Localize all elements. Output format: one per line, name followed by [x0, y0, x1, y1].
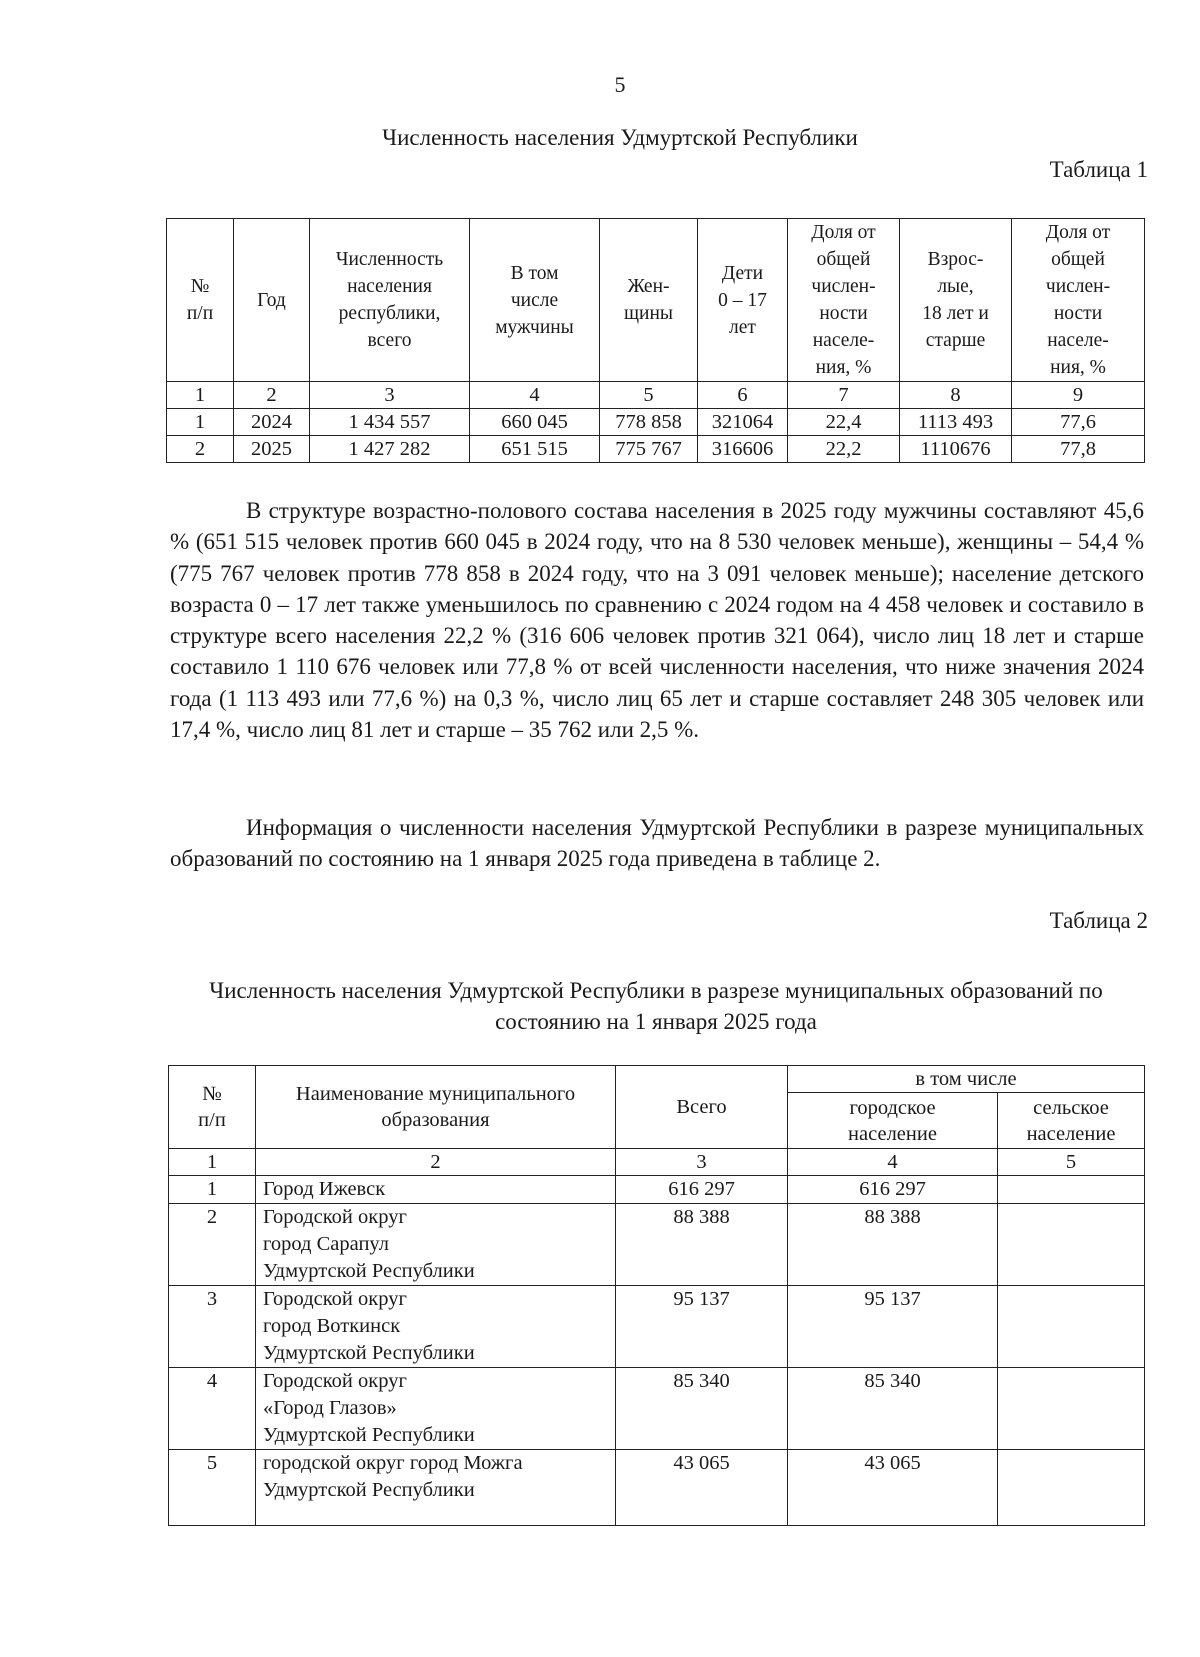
population-table	[166, 218, 1145, 463]
table-cell: 316606	[698, 436, 788, 463]
row-number: 4	[169, 1368, 256, 1450]
table1-header-row	[167, 219, 1145, 382]
header-cell: Дети 0 – 17 лет	[698, 219, 788, 382]
table-cell: 2024	[234, 409, 310, 436]
paragraph-info	[170, 812, 1144, 875]
row-number: 2	[169, 1204, 256, 1286]
municipality-name: городской округ город Можга Удмуртской Республики	[256, 1450, 616, 1526]
table-cell: 1	[167, 409, 234, 436]
column-number: 9	[1012, 382, 1145, 409]
municipality-name: Городской округ «Город Глазов» Удмуртской Республики	[256, 1368, 616, 1450]
table1-title: Численность населения Удмуртской Республики	[382, 125, 858, 150]
header-cell: Доля от общей числен- ности населе- ния, %	[788, 219, 900, 382]
column-number: 2	[234, 382, 310, 409]
row-number: 3	[169, 1286, 256, 1368]
table-cell: 77,6	[1012, 409, 1145, 436]
urban-population: 43 065	[788, 1450, 998, 1526]
page-number: 5	[614, 72, 626, 97]
header-cell: Взрос- лые, 18 лет и старше	[900, 219, 1012, 382]
table-cell: 1 434 557	[310, 409, 470, 436]
rural-population	[998, 1204, 1145, 1286]
column-number: 3	[616, 1149, 788, 1176]
rural-population	[998, 1368, 1145, 1450]
table-cell: 1110676	[900, 436, 1012, 463]
column-number: 7	[788, 382, 900, 409]
column-number: 2	[256, 1149, 616, 1176]
table2-title: Численность населения Удмуртской Республики в разрезе муниципальных образований по состоянию на 1 января 2025 года	[209, 978, 1103, 1034]
table-cell: 77,8	[1012, 436, 1145, 463]
header-cell: Год	[234, 219, 310, 382]
table-cell: 778 858	[600, 409, 698, 436]
municipality-name: Городской округ город Воткинск Удмуртской Республики	[256, 1286, 616, 1368]
municipality-name: Городской округ город Сарапул Удмуртской Республики	[256, 1204, 616, 1286]
table2-header-row	[169, 1066, 1145, 1093]
header-cell: Наименование муниципального образования	[256, 1066, 616, 1149]
header-cell: Доля от общей числен- ности населе- ния, %	[1012, 219, 1145, 382]
urban-population: 616 297	[788, 1176, 998, 1204]
urban-population: 95 137	[788, 1286, 998, 1368]
header-cell: Всего	[616, 1066, 788, 1149]
table-row	[169, 1176, 1145, 1204]
rural-population	[998, 1286, 1145, 1368]
urban-population: 88 388	[788, 1204, 998, 1286]
table1-label: Таблица 1	[1049, 157, 1148, 182]
header-cell: № п/п	[167, 219, 234, 382]
paragraph-text: Информация о численности населения Удмуртской Республики в разрезе муниципальных образований по состоянию на 1 января 2025 года приведена в таблице 2.	[170, 815, 1144, 872]
column-number: 8	[900, 382, 1012, 409]
paragraph-text: В структуре возрастно-полового состава населения в 2025 году мужчины составляют 45,6 % (651 515 человек против 660 045 в 2024 году, что на 8 530 человек меньше), женщины – 54,4 % (775 767 человек против 778 858 в 2024 году, что на 3 091 человек меньше); население детского возраста 0 – 17 лет также уменьшилось по сравнению с 2024 годом на 4 458 человек и составило в структуре всего населения 22,2 % (316 606 человек против 321 064), число лиц 18 лет и старше составило 1 110 676 человек или 77,8 % от всей численности населения, что ниже значения 2024 года (1 113 493 или 77,6 %) на 0,3 %, число лиц 65 лет и старше составляет 248 305 человек или 17,4 %, число лиц 81 лет и старше – 35 762 или 2,5 %.	[170, 498, 1144, 743]
table-cell: 660 045	[470, 409, 600, 436]
table2-label: Таблица 2	[1049, 908, 1148, 933]
table-row	[169, 1450, 1145, 1526]
paragraph-structure	[170, 495, 1144, 745]
column-number: 4	[788, 1149, 998, 1176]
total-population: 616 297	[616, 1176, 788, 1204]
table-row	[167, 436, 1145, 463]
column-number-row	[169, 1149, 1145, 1176]
header-cell: № п/п	[169, 1066, 256, 1149]
urban-population: 85 340	[788, 1368, 998, 1450]
header-cell: В том числе мужчины	[470, 219, 600, 382]
municipality-name: Город Ижевск	[256, 1176, 616, 1204]
column-number: 5	[998, 1149, 1145, 1176]
table-cell: 1113 493	[900, 409, 1012, 436]
table-cell: 22,2	[788, 436, 900, 463]
column-number: 1	[167, 382, 234, 409]
total-population: 88 388	[616, 1204, 788, 1286]
column-number: 3	[310, 382, 470, 409]
column-number: 1	[169, 1149, 256, 1176]
header-cell: Жен- щины	[600, 219, 698, 382]
column-number-row	[167, 382, 1145, 409]
header-cell: городское население	[788, 1093, 998, 1149]
municipal-table	[168, 1065, 1145, 1526]
column-number: 5	[600, 382, 698, 409]
table-cell: 651 515	[470, 436, 600, 463]
header-cell: сельское население	[998, 1093, 1145, 1149]
rural-population	[998, 1450, 1145, 1526]
table-cell: 22,4	[788, 409, 900, 436]
table-row	[169, 1368, 1145, 1450]
rural-population	[998, 1176, 1145, 1204]
table-cell: 1 427 282	[310, 436, 470, 463]
table-cell: 321064	[698, 409, 788, 436]
total-population: 43 065	[616, 1450, 788, 1526]
header-cell: Численность населения республики, всего	[310, 219, 470, 382]
table-row	[169, 1286, 1145, 1368]
row-number: 5	[169, 1450, 256, 1526]
table-row	[169, 1204, 1145, 1286]
row-number: 1	[169, 1176, 256, 1204]
table-cell: 775 767	[600, 436, 698, 463]
total-population: 95 137	[616, 1286, 788, 1368]
header-cell: в том числе	[788, 1066, 1145, 1093]
column-number: 4	[470, 382, 600, 409]
table-cell: 2025	[234, 436, 310, 463]
table-row	[167, 409, 1145, 436]
total-population: 85 340	[616, 1368, 788, 1450]
table-cell: 2	[167, 436, 234, 463]
column-number: 6	[698, 382, 788, 409]
